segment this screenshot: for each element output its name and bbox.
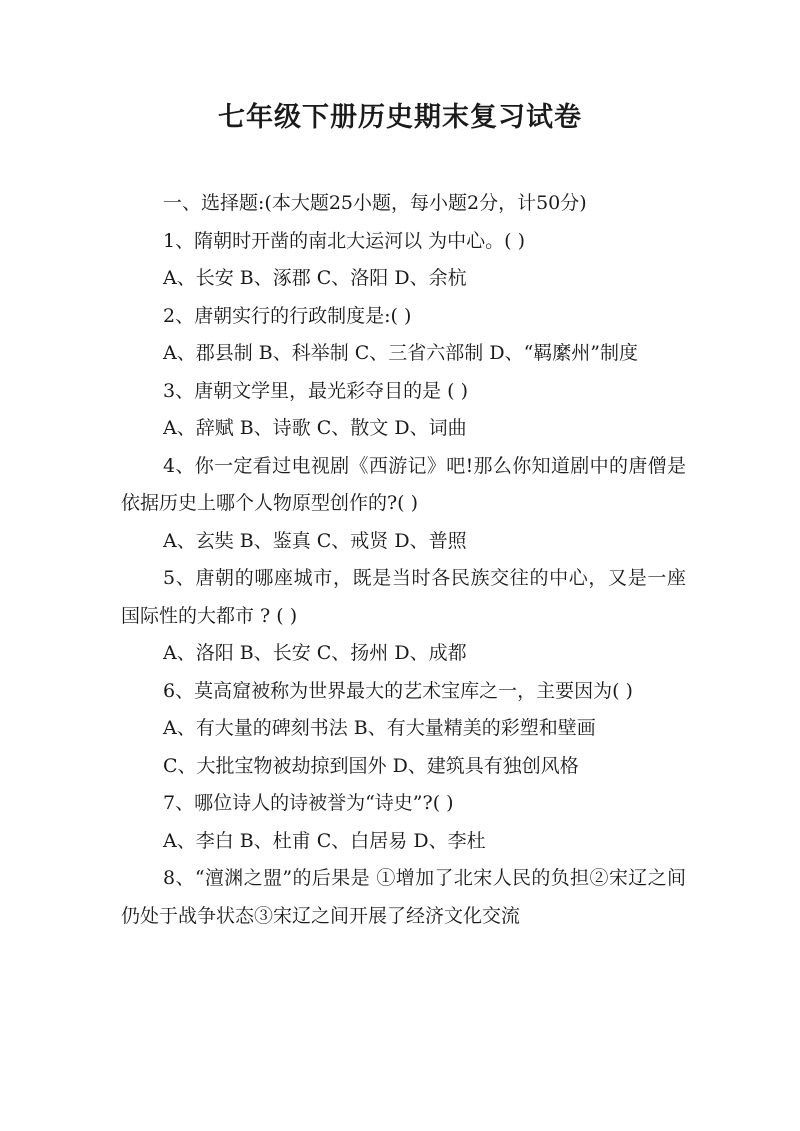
question-1-options: A、长安 B、涿郡 C、洛阳 D、余杭 (163, 267, 467, 289)
question-7-options: A、李白 B、杜甫 C、白居易 D、李杜 (163, 829, 486, 852)
document-body (121, 185, 686, 935)
question-4: 4、你一定看过电视剧《西游记》吧!那么你知道剧中的唐僧是依据历史上哪个人物原型创作的?( ) (121, 454, 686, 514)
question-2-options: A、郡县制 B、科举制 C、三省六部制 D、“羁縻州”制度 (163, 342, 639, 364)
section-heading: 一、选择题:(本大题25小题，每小题2分，计50分) (163, 192, 587, 214)
question-5-options: A、洛阳 B、长安 C、扬州 D、成都 (163, 642, 467, 664)
question-3: 3、唐朝文学里，最光彩夺目的是 ( ) (163, 379, 468, 402)
question-4-options: A、玄奘 B、鉴真 C、戒贤 D、普照 (163, 529, 467, 552)
question-7: 7、哪位诗人的诗被誉为“诗史”?( ) (163, 792, 454, 814)
document-title: 七年级下册历史期末复习试卷 (218, 102, 582, 133)
question-5: 5、唐朝的哪座城市，既是当时各民族交往的中心，又是一座国际性的大都市 ? ( ) (121, 567, 686, 627)
question-6-options-ab: A、有大量的碑刻书法 B、有大量精美的彩塑和壁画 (163, 717, 596, 739)
question-6: 6、莫高窟被称为世界最大的艺术宝库之一，主要因为( ) (163, 679, 633, 702)
question-6-options-cd: C、大批宝物被劫掠到国外 D、建筑具有独创风格 (163, 754, 579, 777)
question-2: 2、唐朝实行的行政制度是:( ) (163, 304, 412, 327)
question-1: 1、隋朝时开凿的南北大运河以 为中心。( ) (163, 229, 525, 252)
question-8: 8、“澶渊之盟”的后果是 ①增加了北宋人民的负担②宋辽之间仍处于战争状态③宋辽之间开展了经济文化交流 (121, 867, 686, 927)
question-3-options: A、辞赋 B、诗歌 C、散文 D、词曲 (163, 417, 467, 439)
